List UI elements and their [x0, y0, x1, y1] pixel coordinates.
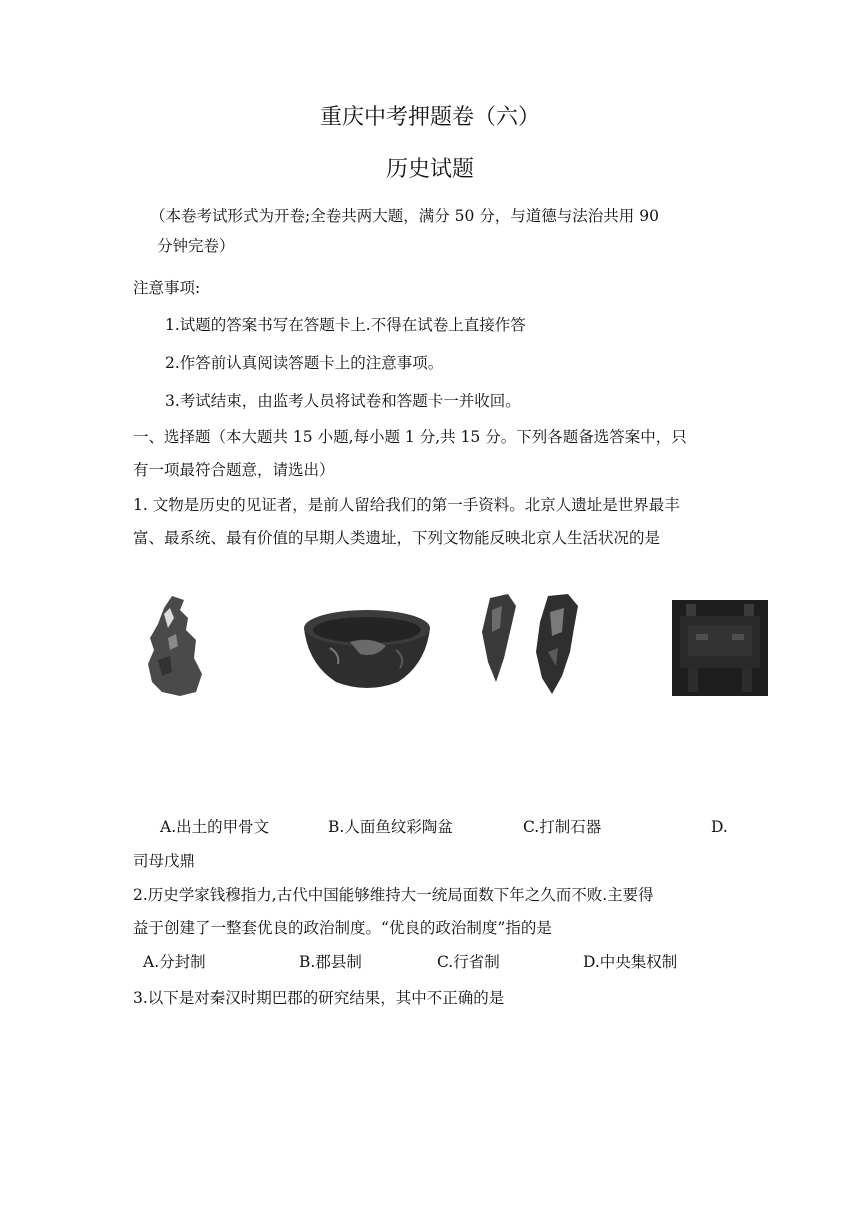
question-2-option-d[interactable]: D.中央集权制: [583, 953, 678, 971]
question-2-option-b[interactable]: B.郡县制: [299, 953, 362, 971]
exam-title: 重庆中考押题卷（六）: [319, 105, 540, 130]
question-1-stem-cont: 富、最系统、最有价值的早期人类遗址，下列文物能反映北京人生活状况的是: [133, 529, 661, 547]
question-1-option-c[interactable]: C.打制石器: [523, 818, 602, 836]
question-1-stem: 1. 文物是历史的见证者，是前人留给我们的第一手资料。北京人遗址是世界最丰: [133, 496, 680, 514]
question-2-stem-cont: 益于创建了一整套优良的政治制度。“优良的政治制度”指的是: [133, 919, 552, 937]
notes-item: 2.作答前认真阅读答题卡上的注意事项。: [165, 354, 444, 372]
question-2-option-c[interactable]: C.行省制: [437, 953, 500, 971]
section-heading: 一、选择题（本大题共 15 小题,每小题 1 分,共 15 分。下列各题备选答案中，只: [133, 428, 687, 446]
intro-line-1: （本卷考试形式为开卷;全卷共两大题，满分 50 分，与道德与法治共用 90: [150, 207, 659, 225]
question-2-option-a[interactable]: A.分封制: [143, 953, 206, 971]
pottery-basin-icon: [300, 602, 434, 692]
question-3-stem: 3.以下是对秦汉时期巴郡的研究结果，其中不正确的是: [133, 989, 505, 1007]
stone-tools-icon: [478, 592, 590, 696]
notes-item: 1.试题的答案书写在答题卡上.不得在试卷上直接作答: [165, 316, 526, 334]
question-1-option-a[interactable]: A.出土的甲骨文: [160, 818, 270, 836]
question-1-option-d-text: 司母戊鼎: [133, 852, 196, 870]
question-2-stem: 2.历史学家钱穆指力,古代中国能够维持大一统局面数下年之久而不败.主要得: [133, 886, 654, 904]
question-1-option-d[interactable]: D.: [711, 818, 728, 836]
intro-line-2: 分钟完卷）: [157, 237, 235, 255]
notes-item: 3.考试结束，由监考人员将试卷和答题卡一并收回。: [165, 392, 521, 410]
oracle-bone-fragment-icon: [140, 594, 210, 698]
bronze-ding-icon: [672, 600, 768, 696]
question-1-option-b[interactable]: B.人面鱼纹彩陶盆: [328, 818, 453, 836]
section-heading-cont: 有一项最符合题意，请选出）: [133, 461, 335, 479]
notes-heading: 注意事项:: [133, 279, 201, 297]
exam-subtitle: 历史试题: [385, 157, 474, 182]
